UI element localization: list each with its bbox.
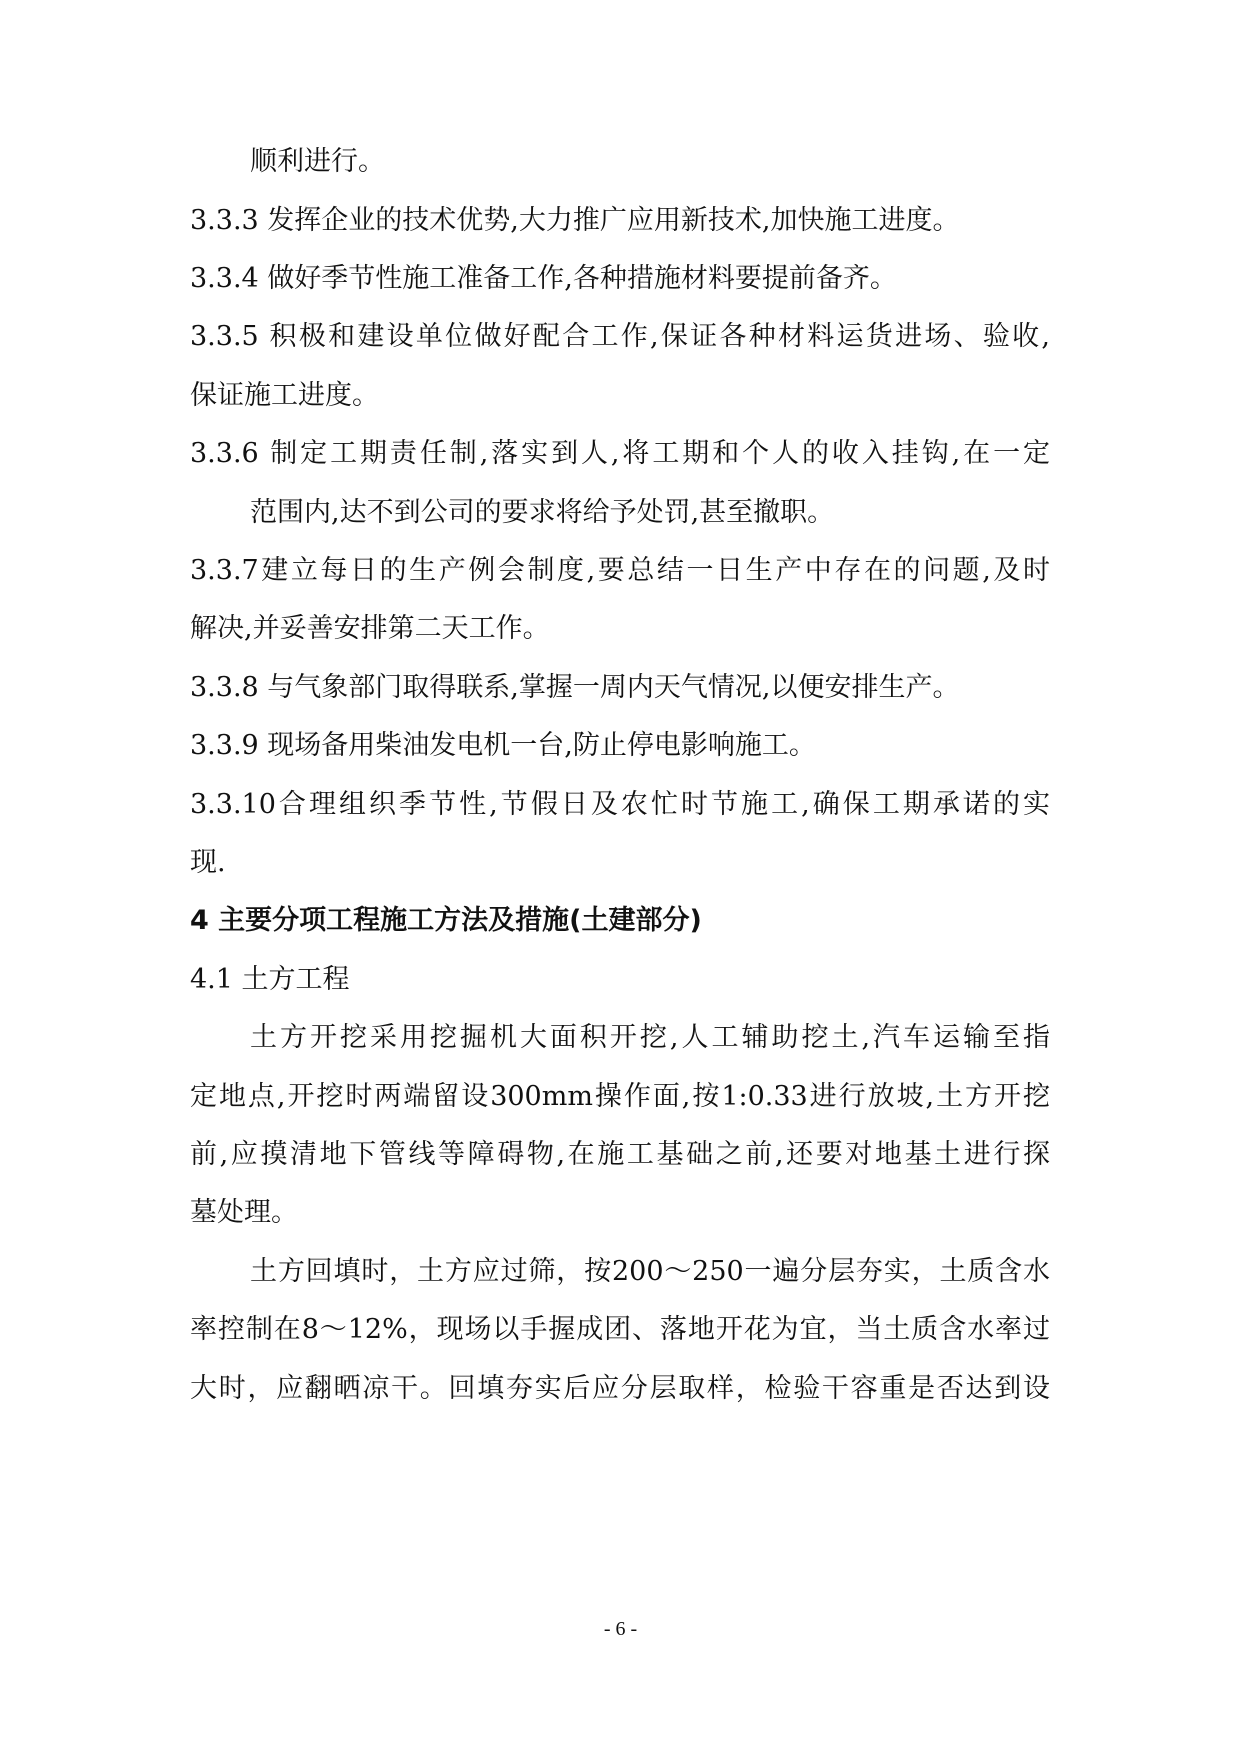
paragraph-line: 前,应摸清地下管线等障碍物,在施工基础之前,还要对地基土进行探 xyxy=(190,1139,1050,1170)
section-heading: 4 主要分项工程施工方法及措施(土建部分) xyxy=(190,905,702,936)
text-line: 解决,并妥善安排第二天工作。 xyxy=(190,613,550,644)
text-line: 顺利进行。 xyxy=(250,146,385,177)
text-line: 3.3.8 与气象部门取得联系,掌握一周内天气情况,以便安排生产。 xyxy=(190,672,960,703)
text-line: 3.3.6 制定工期责任制,落实到人,将工期和个人的收入挂钩,在一定 xyxy=(190,438,1050,469)
page-number: - 6 - xyxy=(603,1618,638,1640)
text-line: 3.3.5 积极和建设单位做好配合工作,保证各种材料运货进场、验收, xyxy=(190,321,1050,352)
text-line: 3.3.3 发挥企业的技术优势,大力推广应用新技术,加快施工进度。 xyxy=(190,205,960,236)
text-line: 3.3.4 做好季节性施工准备工作,各种措施材料要提前备齐。 xyxy=(190,263,897,294)
paragraph-line: 土方开挖采用挖掘机大面积开挖,人工辅助挖土,汽车运输至指 xyxy=(250,1022,1050,1053)
paragraph-line: 大时，应翻晒凉干。回填夯实后应分层取样，检验干容重是否达到设 xyxy=(190,1373,1050,1404)
text-line: 范围内,达不到公司的要求将给予处罚,甚至撤职。 xyxy=(250,497,835,528)
paragraph-line: 定地点,开挖时两端留设300mm操作面,按1:0.33进行放坡,土方开挖 xyxy=(190,1081,1050,1112)
subsection-heading: 4.1 土方工程 xyxy=(190,964,350,995)
text-line: 3.3.7建立每日的生产例会制度,要总结一日生产中存在的问题,及时 xyxy=(190,555,1050,586)
paragraph-line: 土方回填时，土方应过筛，按200～250一遍分层夯实，土质含水 xyxy=(250,1256,1050,1287)
text-line: 保证施工进度。 xyxy=(190,380,379,411)
paragraph-line: 墓处理。 xyxy=(190,1197,298,1228)
text-line: 现. xyxy=(190,847,226,878)
text-line: 3.3.10合理组织季节性,节假日及农忙时节施工,确保工期承诺的实 xyxy=(190,789,1050,820)
paragraph-line: 率控制在8～12%，现场以手握成团、落地开花为宜，当土质含水率过 xyxy=(190,1314,1050,1345)
text-line: 3.3.9 现场备用柴油发电机一台,防止停电影响施工。 xyxy=(190,730,816,761)
